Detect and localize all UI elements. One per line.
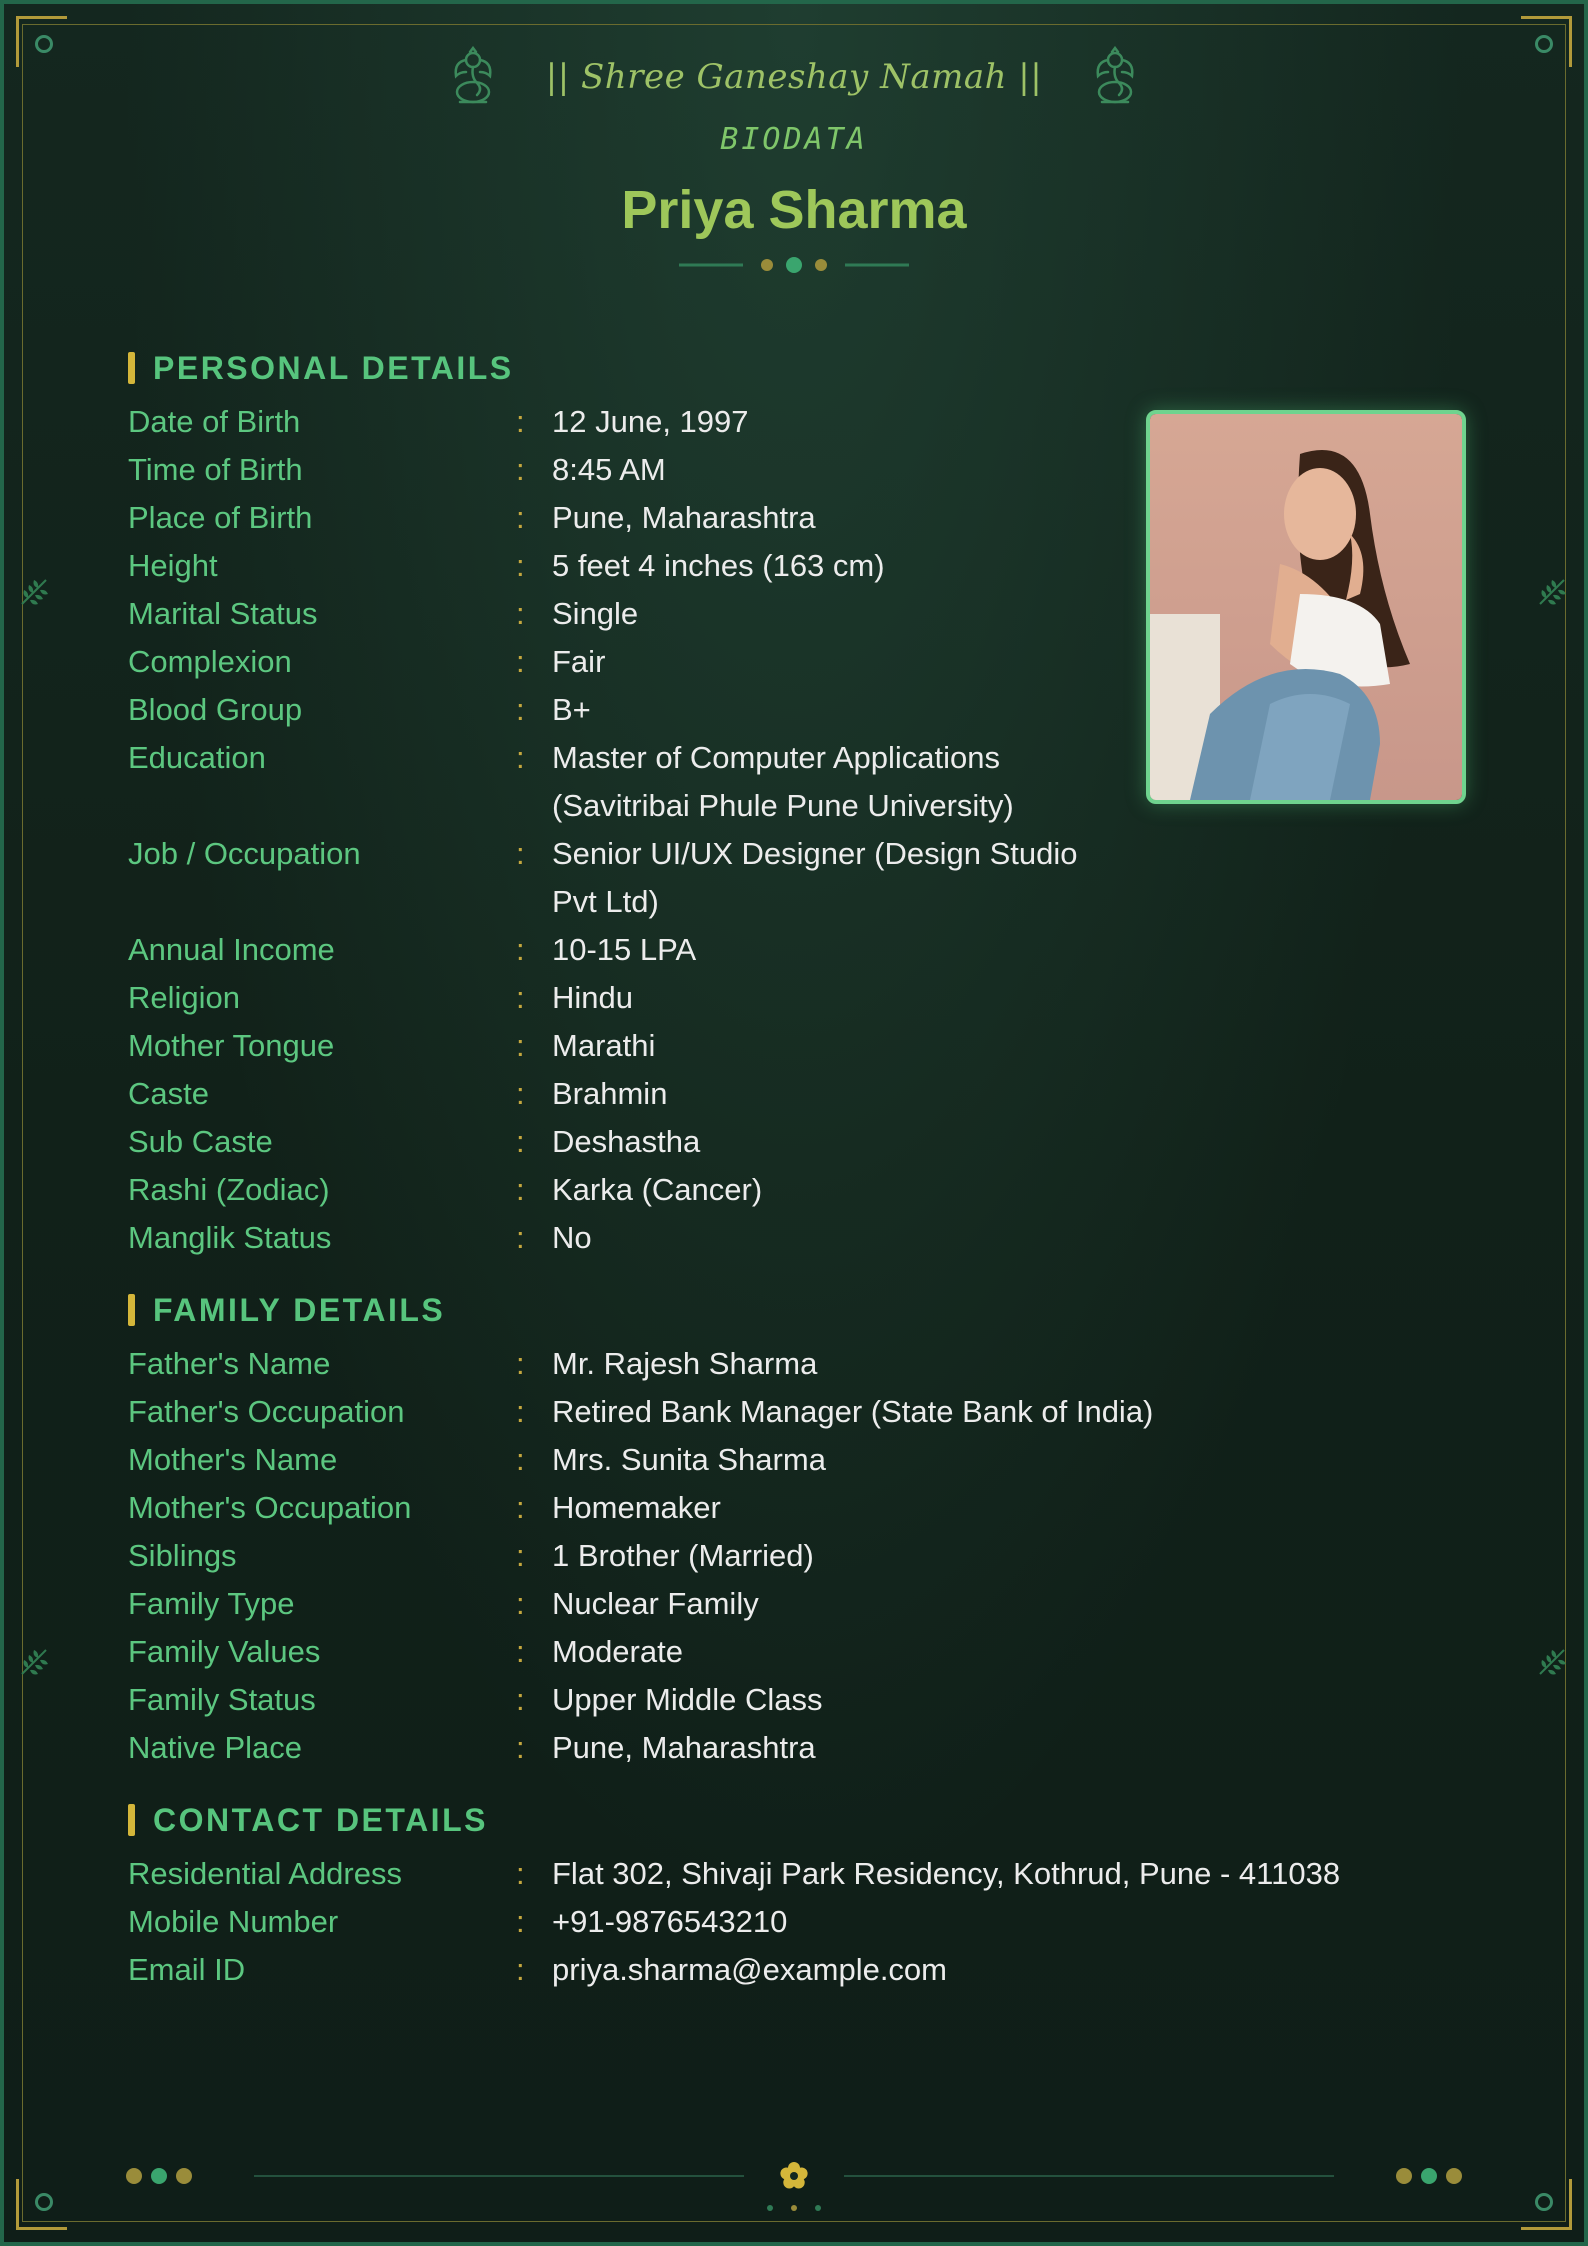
three-dots-icon [1396, 2168, 1462, 2184]
ganesha-icon [1086, 46, 1144, 108]
detail-value: Marathi [552, 1028, 656, 1063]
separator: : [516, 1538, 525, 1573]
flower-icon [780, 2162, 807, 2189]
family-details-title: FAMILY DETAILS [153, 1291, 446, 1328]
separator: : [516, 1682, 525, 1717]
personal-details-section [128, 344, 1468, 1262]
detail-label: Residential Address [128, 1856, 402, 1891]
separator: : [516, 1220, 525, 1255]
detail-rows [128, 1340, 1468, 1772]
leaf-icon [1536, 1644, 1570, 1678]
detail-value: Nuclear Family [552, 1586, 759, 1621]
detail-row [128, 974, 1468, 1022]
detail-value: Retired Bank Manager (State Bank of India) [552, 1394, 1154, 1429]
detail-value: Upper Middle Class [552, 1682, 823, 1717]
detail-row [128, 1166, 1468, 1214]
detail-row [128, 926, 1468, 974]
detail-row [128, 830, 1468, 926]
detail-value: Mr. Rajesh Sharma [552, 1346, 818, 1381]
detail-label: Date of Birth [128, 404, 301, 439]
detail-value: Brahmin [552, 1076, 668, 1111]
separator: : [516, 1172, 525, 1207]
detail-label: Father's Name [128, 1346, 331, 1381]
separator: : [516, 1904, 525, 1939]
detail-value: Mrs. Sunita Sharma [552, 1442, 826, 1477]
detail-row [128, 1850, 1468, 1898]
detail-value: Homemaker [552, 1490, 721, 1525]
separator: : [516, 740, 525, 775]
detail-label: Caste [128, 1076, 209, 1111]
detail-row [128, 1628, 1468, 1676]
contact-details-title: CONTACT DETAILS [153, 1801, 488, 1838]
detail-label: Rashi (Zodiac) [128, 1172, 330, 1207]
detail-value: No [552, 1220, 592, 1255]
address-value: Flat 302, Shivaji Park Residency, Kothrud, Pune - 411038 [552, 1856, 1341, 1891]
detail-label: Marital Status [128, 596, 318, 631]
detail-value: 5 feet 4 inches (163 cm) [552, 548, 885, 583]
personal-details-title: PERSONAL DETAILS [153, 349, 514, 386]
detail-row [128, 542, 1468, 590]
detail-label: Job / Occupation [128, 836, 361, 871]
name-divider [679, 255, 909, 275]
detail-value: B+ [552, 692, 591, 727]
detail-row [128, 1946, 1468, 1994]
separator: : [516, 1442, 525, 1477]
biodata-header [4, 44, 1584, 279]
detail-label: Native Place [128, 1730, 303, 1765]
detail-value: Pune, Maharashtra [552, 500, 816, 535]
detail-value: Deshastha [552, 1124, 701, 1159]
separator: : [516, 836, 525, 871]
leaf-icon [18, 1644, 52, 1678]
detail-row [128, 1118, 1468, 1166]
invocation-text: || Shree Ganeshay Namah || [545, 57, 1043, 97]
detail-label: Email ID [128, 1952, 246, 1987]
detail-row [128, 1898, 1468, 1946]
candidate-name: Priya Sharma [621, 180, 967, 240]
separator: : [516, 500, 525, 535]
leaf-icon [1536, 574, 1570, 608]
detail-label: Blood Group [128, 692, 303, 727]
detail-label: Family Status [128, 1682, 316, 1717]
separator: : [516, 1346, 525, 1381]
detail-row [128, 638, 1468, 686]
section-title [128, 344, 1468, 392]
contact-details-section [128, 1796, 1468, 1994]
separator: : [516, 1730, 525, 1765]
footer-ornament [4, 2154, 1584, 2214]
detail-label: Mother's Name [128, 1442, 338, 1477]
detail-value: Senior UI/UX Designer (Design Studio Pvt Ltd) [552, 836, 1078, 919]
detail-value: Single [552, 596, 639, 631]
three-dots-icon [126, 2168, 192, 2184]
detail-row [128, 1724, 1468, 1772]
detail-row [128, 1532, 1468, 1580]
detail-label: Family Type [128, 1586, 295, 1621]
section-title [128, 1796, 1468, 1844]
separator: : [516, 1124, 525, 1159]
detail-rows [128, 398, 1468, 1262]
detail-label: Height [128, 548, 218, 583]
detail-label: Education [128, 740, 266, 775]
separator: : [516, 1076, 525, 1111]
detail-label: Sub Caste [128, 1124, 273, 1159]
detail-label: Mother's Occupation [128, 1490, 412, 1525]
ganesha-icon [444, 46, 502, 108]
detail-label: Siblings [128, 1538, 237, 1573]
detail-row [128, 446, 1468, 494]
separator: : [516, 1856, 525, 1891]
detail-value: 8:45 AM [552, 452, 666, 487]
detail-label: Father's Occupation [128, 1394, 405, 1429]
detail-row [128, 590, 1468, 638]
detail-value: 12 June, 1997 [552, 404, 749, 439]
detail-row [128, 1484, 1468, 1532]
detail-value: Master of Computer Applications (Savitribai Phule Pune University) [552, 740, 1014, 823]
separator: : [516, 596, 525, 631]
separator: : [516, 548, 525, 583]
detail-label: Annual Income [128, 932, 335, 967]
section-marker [128, 352, 135, 384]
separator: : [516, 1952, 525, 1987]
separator: : [516, 932, 525, 967]
separator: : [516, 452, 525, 487]
detail-row [128, 734, 1468, 830]
detail-label: Time of Birth [128, 452, 303, 487]
biodata-content [128, 344, 1468, 1994]
detail-label: Mother Tongue [128, 1028, 335, 1063]
separator: : [516, 692, 525, 727]
separator: : [516, 1634, 525, 1669]
detail-value: 10-15 LPA [552, 932, 697, 967]
detail-row [128, 1340, 1468, 1388]
detail-value: Moderate [552, 1634, 683, 1669]
detail-row [128, 686, 1468, 734]
detail-row [128, 398, 1468, 446]
detail-label: Religion [128, 980, 241, 1015]
detail-row [128, 1388, 1468, 1436]
detail-row [128, 1580, 1468, 1628]
detail-row [128, 1436, 1468, 1484]
detail-value: 1 Brother (Married) [552, 1538, 814, 1573]
document-label: BIODATA [720, 122, 868, 157]
detail-label: Family Values [128, 1634, 321, 1669]
detail-label: Manglik Status [128, 1220, 332, 1255]
separator: : [516, 1586, 525, 1621]
detail-value: Fair [552, 644, 606, 679]
separator: : [516, 980, 525, 1015]
detail-row [128, 1070, 1468, 1118]
detail-label: Place of Birth [128, 500, 313, 535]
detail-label: Complexion [128, 644, 292, 679]
invocation-row [4, 44, 1584, 110]
section-title [128, 1286, 1468, 1334]
separator: : [516, 1490, 525, 1525]
detail-value: Karka (Cancer) [552, 1172, 763, 1207]
detail-row [128, 494, 1468, 542]
detail-label: Mobile Number [128, 1904, 339, 1939]
detail-rows [128, 1850, 1468, 1994]
mobile-value: +91-9876543210 [552, 1904, 788, 1939]
separator: : [516, 1028, 525, 1063]
separator: : [516, 1394, 525, 1429]
family-details-section [128, 1286, 1468, 1772]
detail-value: Pune, Maharashtra [552, 1730, 816, 1765]
detail-row [128, 1676, 1468, 1724]
detail-row [128, 1022, 1468, 1070]
email-value: priya.sharma@example.com [552, 1952, 947, 1987]
section-marker [128, 1294, 135, 1326]
leaf-icon [18, 574, 52, 608]
section-marker [128, 1804, 135, 1836]
separator: : [516, 644, 525, 679]
detail-value: Hindu [552, 980, 633, 1015]
separator: : [516, 404, 525, 439]
detail-row [128, 1214, 1468, 1262]
